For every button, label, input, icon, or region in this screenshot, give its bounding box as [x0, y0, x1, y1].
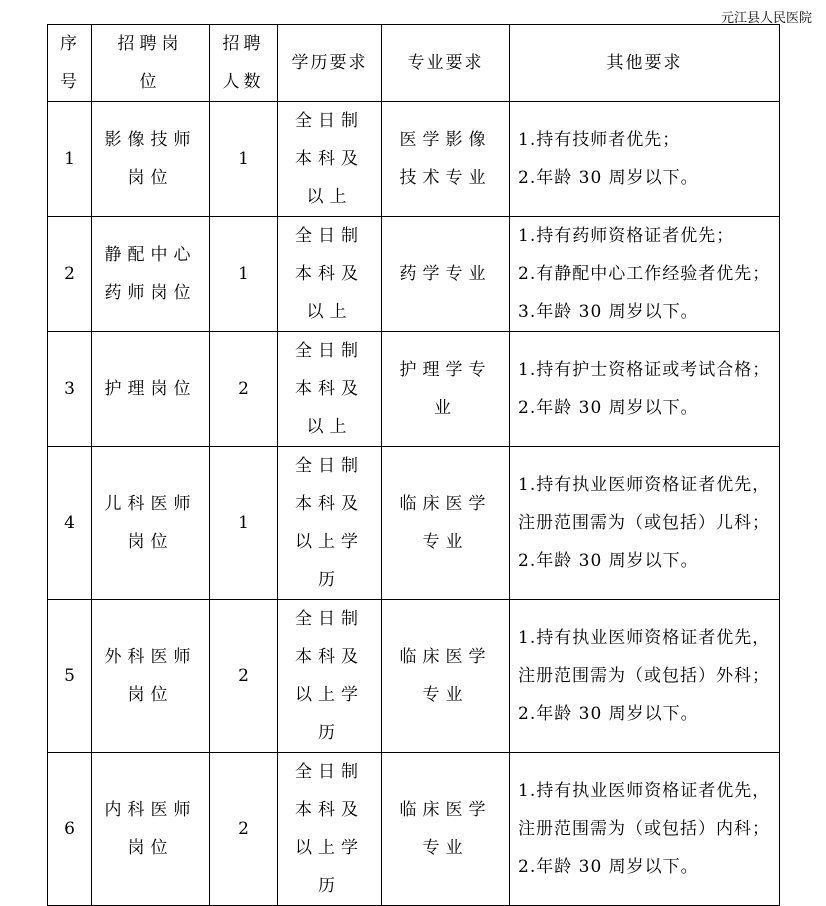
row-number: 3 [48, 332, 92, 447]
position-cell: 外科医师岗位 [92, 600, 210, 753]
requirement-line: 2.年龄 30 周岁以下。 [518, 704, 699, 724]
position-cell: 影像技师岗位 [92, 102, 210, 217]
row-number: 2 [48, 217, 92, 332]
position-cell: 静配中心药师岗位 [92, 217, 210, 332]
table-row [48, 217, 780, 332]
position-cell: 内科医师岗位 [92, 753, 210, 906]
count-cell: 1 [210, 102, 278, 217]
requirement-line: 2.年龄 30 周岁以下。 [518, 168, 699, 188]
header-no: 序号 [48, 25, 92, 102]
header-count: 招聘人数 [210, 25, 278, 102]
requirement-line: 1.持有药师资格证者优先； [518, 226, 735, 246]
table-header-row [48, 25, 780, 102]
count-cell: 2 [210, 753, 278, 906]
header-education: 学历要求 [278, 25, 382, 102]
requirement-line: 1.持有执业医师资格证者优先， [518, 475, 771, 495]
major-cell: 临床医学专业 [382, 600, 510, 753]
requirement-line: 2.年龄 30 周岁以下。 [518, 398, 699, 418]
major-cell: 临床医学专业 [382, 447, 510, 600]
header-major: 专业要求 [382, 25, 510, 102]
requirement-line: 1.持有执业医师资格证者优先， [518, 781, 771, 801]
row-number: 4 [48, 447, 92, 600]
major-cell: 临床医学专业 [382, 753, 510, 906]
education-cell: 全日制本科及以上 [278, 332, 382, 447]
other-requirements-cell [510, 332, 780, 447]
education-cell: 全日制本科及以上 [278, 217, 382, 332]
recruitment-table [47, 24, 780, 906]
education-cell: 全日制本科及以上学历 [278, 753, 382, 906]
hospital-name: 元江县人民医院 [720, 11, 812, 26]
other-requirements-cell [510, 102, 780, 217]
requirement-line: 3.年龄 30 周岁以下。 [518, 302, 699, 322]
education-cell: 全日制本科及以上学历 [278, 447, 382, 600]
requirement-line: 2.年龄 30 周岁以下。 [518, 857, 699, 877]
other-requirements-cell [510, 447, 780, 600]
major-cell: 护理学专业 [382, 332, 510, 447]
requirement-line: 2.有静配中心工作经验者优先； [518, 264, 771, 284]
count-cell: 1 [210, 217, 278, 332]
other-requirements-cell [510, 600, 780, 753]
other-requirements-cell [510, 753, 780, 906]
position-cell: 儿科医师岗位 [92, 447, 210, 600]
position-cell: 护理岗位 [92, 332, 210, 447]
header-position: 招聘岗位 [92, 25, 210, 102]
table-row [48, 753, 780, 906]
count-cell: 2 [210, 332, 278, 447]
requirement-line: 1.持有执业医师资格证者优先， [518, 628, 771, 648]
requirement-line: 1.持有技师者优先； [518, 130, 681, 150]
other-requirements-cell [510, 217, 780, 332]
major-cell: 药学专业 [382, 217, 510, 332]
education-cell: 全日制本科及以上学历 [278, 600, 382, 753]
requirement-line: 注册范围需为（或包括）内科； [518, 819, 770, 839]
row-number: 5 [48, 600, 92, 753]
requirement-line: 注册范围需为（或包括）儿科； [518, 513, 770, 533]
major-cell: 医学影像技术专业 [382, 102, 510, 217]
table-row [48, 600, 780, 753]
requirement-line: 1.持有护士资格证或考试合格； [518, 360, 771, 380]
table-row [48, 332, 780, 447]
requirement-line: 注册范围需为（或包括）外科； [518, 666, 770, 686]
row-number: 6 [48, 753, 92, 906]
count-cell: 1 [210, 447, 278, 600]
education-cell: 全日制本科及以上 [278, 102, 382, 217]
table-row [48, 447, 780, 600]
header-other: 其他要求 [510, 25, 780, 102]
table-row [48, 102, 780, 217]
row-number: 1 [48, 102, 92, 217]
requirement-line: 2.年龄 30 周岁以下。 [518, 551, 699, 571]
count-cell: 2 [210, 600, 278, 753]
